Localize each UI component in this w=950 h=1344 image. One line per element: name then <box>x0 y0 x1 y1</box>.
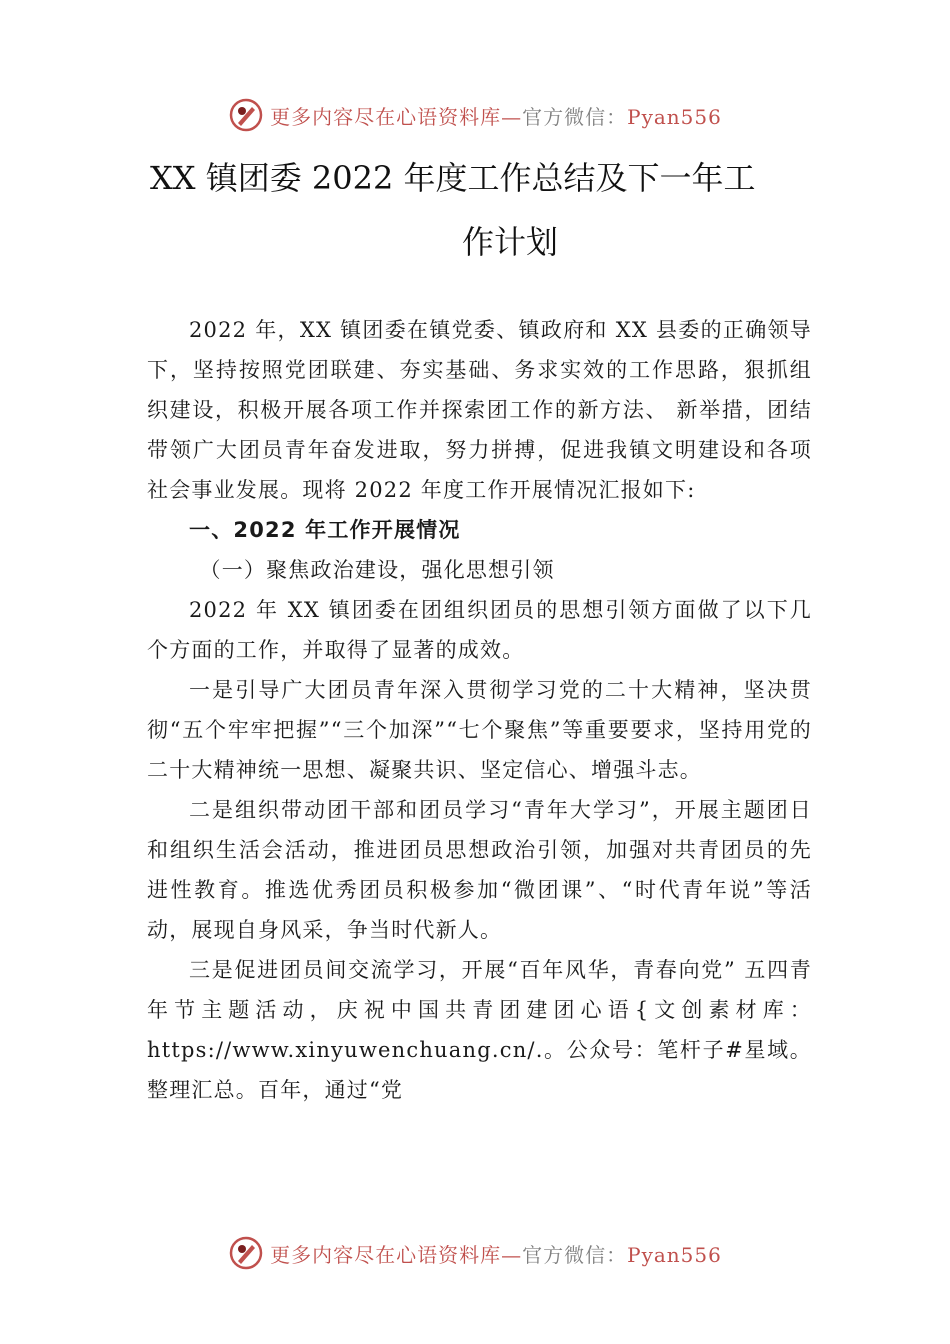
paragraph-1: 2022 年 XX 镇团委在团组织团员的思想引领方面做了以下几个方面的工作，并取得了显著的成效。 <box>147 598 812 662</box>
banner-text: 更多内容尽在心语资料库—官方微信：Pyan556 <box>270 104 722 129</box>
paragraph-2: 一是引导广大团员青年深入贯彻学习党的二十大精神，坚决贯彻“五个牢牢把握”“三个加深”“七个聚焦”等重要要求，坚持用党的二十大精神统一思想、凝聚共识、坚定信心、增强斗志。 <box>147 678 812 782</box>
banner-text: 更多内容尽在心语资料库—官方微信：Pyan556 <box>270 1242 722 1267</box>
paragraph-3: 二是组织带动团干部和团员学习“青年大学习”，开展主题团日和组织生活会活动，推进团员思想政治引领，加强对共青团员的先进性教育。推选优秀团员积极参加“微团课”、“时代青年说”等活动，展现自身风采，争当时代新人。 <box>147 798 812 942</box>
intro-paragraph: 2022 年，XX 镇团委在镇党委、镇政府和 XX 县委的正确领导下，坚持按照党团联建、夯实基础、务求实效的工作思路，狠抓组织建设，积极开展各项工作并探索团工作的新方法、 新举措，团结带领广大团员青年奋发进取，努力拼搏，促进我镇文明建设和各项社会事业发展。现将 2022 年度工作开展情况汇报如下: <box>147 318 812 502</box>
document-body <box>147 310 812 1110</box>
document-title-line2: 作计划 <box>461 223 558 261</box>
document-title-line1: XX 镇团委 2022 年度工作总结及下一年工 <box>150 159 756 197</box>
section-heading-1: 一、2022 年工作开展情况 <box>189 518 461 542</box>
pen-circle-logo-icon <box>228 97 264 133</box>
pen-circle-logo-icon <box>228 1235 264 1271</box>
paragraph-4: 三是促进团员间交流学习，开展“百年风华，青春向党” 五四青年节主题活动，庆祝中国共青团建团心语{文创素材库：https://www.xinyuwenchuang.cn/.。公众号：笔杆子#星域。整理汇总。百年，通过“党 <box>147 958 812 1102</box>
subsection-heading-1: （一）聚焦政治建设，强化思想引领 <box>199 558 555 582</box>
footer-banner <box>0 1233 950 1273</box>
header-banner <box>0 95 950 135</box>
